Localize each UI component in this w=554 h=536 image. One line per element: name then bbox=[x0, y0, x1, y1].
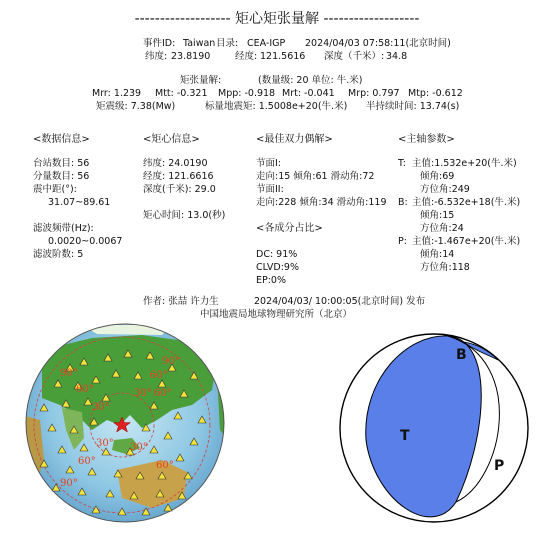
catalog-value: CEA-IGP bbox=[247, 38, 286, 49]
event-lat-value: 23.8190 bbox=[171, 51, 211, 62]
author: 作者: 张喆 许力生 bbox=[143, 296, 219, 307]
ring-label: 30° bbox=[92, 402, 110, 413]
t-axis-value: 主值:1.532e+20(牛.米) bbox=[412, 158, 517, 169]
b-axis-dip: 倾角:15 bbox=[420, 210, 455, 221]
station-count: 台站数目: 56 bbox=[33, 158, 90, 169]
event-depth-label: 深度（千米）: bbox=[324, 51, 385, 62]
mt-mrp: Mrp: 0.797 bbox=[348, 88, 400, 99]
page-title: ------------------- 矩心矩张量解 ------------------- bbox=[134, 11, 420, 27]
event-id-label: 事件ID: bbox=[143, 38, 176, 49]
p-axis-marker: P bbox=[494, 458, 505, 474]
plane2-label: 节面II: bbox=[256, 184, 284, 195]
ring-label: 30° bbox=[130, 442, 148, 453]
t-axis-dip: 倾角:69 bbox=[420, 171, 455, 182]
mt-mtp: Mtp: -0.612 bbox=[408, 88, 463, 99]
mt-mpp: Mpp: -0.918 bbox=[218, 88, 276, 99]
double-couple-heading: <最佳双力偶解> bbox=[256, 134, 333, 145]
plane1-values: 走向:15 倾角:61 滑动角:72 bbox=[256, 171, 375, 182]
component-count: 分量数目: 56 bbox=[33, 171, 90, 182]
ring-label: 60° bbox=[76, 384, 94, 395]
ring-label: 30° bbox=[96, 438, 114, 449]
ring-label: 60° bbox=[156, 460, 174, 471]
ring-label: 60° bbox=[150, 370, 168, 381]
filter-label: 滤波频带(Hz): bbox=[33, 223, 94, 234]
ep-ratio: EP:0% bbox=[256, 275, 287, 286]
p-axis-dip: 倾角:14 bbox=[420, 249, 455, 260]
axes-heading: <主轴参数> bbox=[398, 134, 455, 145]
centroid-lon: 经度: 121.6616 bbox=[143, 171, 214, 182]
dc-ratio: DC: 91% bbox=[256, 249, 298, 260]
event-lat-label: 纬度: bbox=[145, 51, 168, 62]
ring-label: 90° bbox=[60, 478, 78, 489]
event-depth-value: 34.8 bbox=[386, 51, 408, 62]
mt-mrr: Mrr: 1.239 bbox=[92, 88, 142, 99]
mt-half-duration: 半持续时间: 13.74(s) bbox=[366, 101, 460, 112]
centroid-lat: 纬度: 24.0190 bbox=[143, 158, 208, 169]
p-axis-azimuth: 方位角:118 bbox=[420, 262, 470, 273]
centroid-heading: <矩心信息> bbox=[143, 134, 200, 145]
components-heading: <各成分占比> bbox=[256, 223, 323, 234]
mt-heading: 矩张量解: bbox=[180, 75, 222, 86]
mt-scalar-moment: 标量地震矩: 1.5008e+20(牛.米) bbox=[205, 101, 348, 112]
b-axis-label: B: bbox=[398, 197, 408, 208]
catalog-label: 目录: bbox=[216, 38, 239, 49]
b-axis-marker: B bbox=[456, 347, 467, 363]
centroid-depth: 深度(千米): 29.0 bbox=[143, 184, 216, 195]
ring-label: 60° bbox=[154, 388, 172, 399]
mt-mtt: Mtt: -0.321 bbox=[155, 88, 208, 99]
plane2-values: 走向:228 倾角:34 滑动角:119 bbox=[256, 197, 387, 208]
b-axis-azimuth: 方位角:24 bbox=[420, 223, 464, 234]
ring-label: 30° bbox=[134, 388, 152, 399]
p-axis-value: 主值:-1.467e+20(牛.米) bbox=[412, 236, 521, 247]
mt-mrt: Mrt: -0.041 bbox=[282, 88, 335, 99]
distance-value: 31.07~89.61 bbox=[48, 197, 111, 208]
ring-label: 90° bbox=[60, 368, 78, 379]
mt-magnitude: 矩震级: 7.38(Mw) bbox=[96, 101, 176, 112]
data-info-heading: <数据信息> bbox=[33, 134, 90, 145]
event-lon-label: 经度: bbox=[235, 51, 258, 62]
station-map bbox=[22, 320, 228, 526]
ring-label: 90° bbox=[162, 356, 180, 367]
event-id-value: Taiwan bbox=[183, 38, 216, 49]
event-time: 2024/04/03 07:58:11(北京时间) bbox=[305, 38, 451, 49]
event-lon-value: 121.5616 bbox=[260, 51, 306, 62]
publish-time: 2024/04/03/ 10:00:05(北京时间) 发布 bbox=[254, 296, 426, 307]
filter-value: 0.0020~0.0067 bbox=[48, 236, 123, 247]
institute: 中国地震局地球物理研究所（北京） bbox=[200, 309, 353, 320]
filter-order: 滤波阶数: 5 bbox=[33, 249, 84, 260]
ring-label: 60° bbox=[78, 456, 96, 467]
t-axis-marker: T bbox=[400, 428, 410, 444]
t-axis-label: T: bbox=[398, 158, 406, 169]
mt-scale: (数量级: 20 单位: 牛.米) bbox=[258, 75, 363, 86]
plane1-label: 节面I: bbox=[256, 158, 282, 169]
clvd-ratio: CLVD:9% bbox=[256, 262, 299, 273]
distance-label: 震中距(°): bbox=[33, 184, 77, 195]
b-axis-value: 主值:-6.532e+18(牛.米) bbox=[412, 197, 521, 208]
t-axis-azimuth: 方位角:249 bbox=[420, 184, 470, 195]
centroid-time: 矩心时间: 13.0(秒) bbox=[143, 210, 226, 221]
p-axis-label: P: bbox=[398, 236, 407, 247]
beachball bbox=[336, 330, 532, 526]
